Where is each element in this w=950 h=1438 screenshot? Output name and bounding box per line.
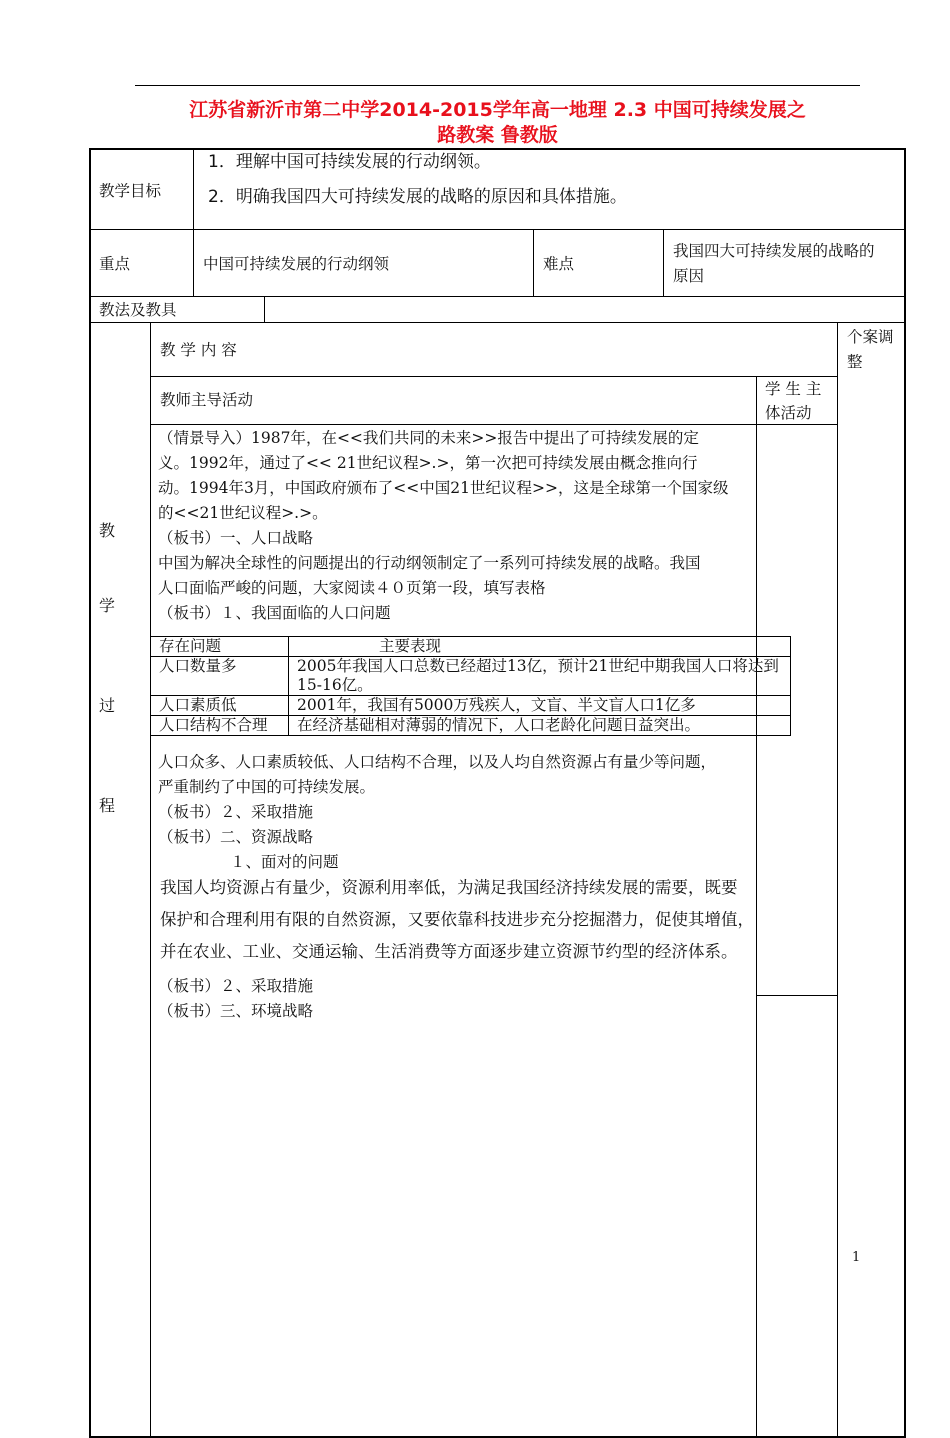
table-cell: 在经济基础相对薄弱的情况下，人口老龄化问题日益突出。 (289, 716, 791, 736)
student-header-line2: 体活动 (765, 404, 812, 422)
resource-paragraph (160, 872, 760, 968)
case-adjust-column (837, 322, 906, 1438)
table-cell: 人口结构不合理 (151, 716, 289, 736)
population-issues-table (150, 636, 791, 736)
process-label-cell (89, 322, 151, 1438)
process-char-1: 教 (99, 521, 116, 540)
intro-line-8: （板书）１、我国面临的人口问题 (158, 604, 391, 622)
document-title-line2: 路教案 鲁教版 (437, 124, 558, 146)
document-title-line1: 江苏省新沂市第二中学2014-2015学年高一地理 2.3 中国可持续发展之 (189, 99, 806, 121)
key-label-cell (89, 229, 194, 297)
objectives-label-cell (89, 148, 194, 230)
teacher-header: 教师主导活动 (160, 391, 254, 409)
case-header-line1: 个案调 (847, 328, 894, 346)
after-line-3: （板书）２、采取措施 (158, 803, 314, 821)
teacher-header-cell (150, 376, 757, 425)
content-header: 教 学 内 容 (160, 341, 237, 359)
process-char-2: 学 (99, 596, 116, 615)
difficulty-label: 难点 (543, 255, 575, 273)
intro-line-6: 中国为解决全球性的问题提出的行动纲领制定了一系列可持续发展的战略。我国 (158, 554, 701, 572)
objectives-content-cell (193, 148, 906, 230)
header-rule (135, 85, 860, 86)
intro-line-1: （情景导入）1987年，在<<我们共同的未来>>报告中提出了可持续发展的定 (158, 429, 699, 447)
key-point-label: 重点 (99, 255, 131, 273)
resource-line-2: 保护和合理利用有限的自然资源，又要依靠科技进步充分挖掘潜力，促使其增值， (160, 910, 754, 929)
after-table-paragraph (158, 750, 750, 875)
case-header-line2: 整 (847, 353, 863, 371)
process-char-3: 过 (99, 696, 116, 715)
intro-line-5: （板书）一、人口战略 (158, 529, 314, 547)
intro-line-4: 的<<21世纪议程>.>。 (158, 504, 328, 522)
table-cell: 2001年，我国有5000万残疾人，文盲、半文盲人口1亿多 (289, 696, 791, 716)
objective-item-1: 1．理解中国可持续发展的行动纲领。 (208, 152, 491, 172)
table-header-cell: 主要表现 (289, 637, 791, 657)
objectives-label: 教学目标 (99, 182, 162, 200)
closing-line-2: （板书）三、环境战略 (158, 1002, 314, 1020)
methods-label: 教法及教具 (99, 301, 177, 319)
table-row (151, 716, 791, 736)
process-char-4: 程 (99, 796, 116, 815)
content-header-cell (150, 322, 838, 377)
after-line-4: （板书）二、资源战略 (158, 828, 314, 846)
resource-line-1: 我国人均资源占有量少，资源利用率低，为满足我国经济持续发展的需要，既要 (160, 878, 738, 897)
after-line-1: 人口众多、人口素质较低、人口结构不合理，以及人均自然资源占有量少等问题， (158, 753, 717, 771)
table-row (151, 696, 791, 716)
difficulty-value-cell (663, 229, 906, 297)
after-line-2: 严重制约了中国的可持续发展。 (158, 778, 376, 796)
key-point-value: 中国可持续发展的行动纲领 (203, 255, 390, 273)
intro-line-3: 动。1994年3月，中国政府颁布了<<中国21世纪议程>>，这是全球第一个国家级 (158, 479, 729, 497)
student-header-cell (756, 376, 838, 425)
table-cell: 2005年我国人口总数已经超过13亿，预计21世纪中期我国人口将达到15-16亿。 (289, 657, 791, 696)
table-header-row (151, 637, 791, 657)
objective-item-2: 2．明确我国四大可持续发展的战略的原因和具体措施。 (208, 187, 627, 207)
intro-line-7: 人口面临严峻的问题，大家阅读４０页第一段，填写表格 (158, 579, 546, 597)
resource-subheading: １、面对的问题 (230, 853, 339, 871)
student-header-line1: 学 生 主 (765, 380, 822, 398)
resource-line-3: 并在农业、工业、交通运输、生活消费等方面逐步建立资源节约型的经济体系。 (160, 942, 738, 961)
page-number: 1 (852, 1250, 861, 1265)
difficulty-label-cell (533, 229, 664, 297)
key-value-cell (193, 229, 534, 297)
intro-paragraph (158, 426, 750, 626)
intro-line-2: 义。1992年，通过了<< 21世纪议程>.>，第一次把可持续发展由概念推向行 (158, 454, 698, 472)
table-cell: 人口数量多 (151, 657, 289, 696)
difficulty-value-line2: 原因 (673, 267, 705, 285)
closing-paragraph (158, 974, 750, 1024)
methods-label-cell (89, 296, 265, 323)
table-cell: 人口素质低 (151, 696, 289, 716)
closing-line-1: （板书）２、采取措施 (158, 977, 314, 995)
difficulty-value-line1: 我国四大可持续发展的战略的 (673, 242, 875, 260)
methods-value-cell (264, 296, 906, 323)
table-row (151, 657, 791, 696)
table-header-cell: 存在问题 (151, 637, 289, 657)
